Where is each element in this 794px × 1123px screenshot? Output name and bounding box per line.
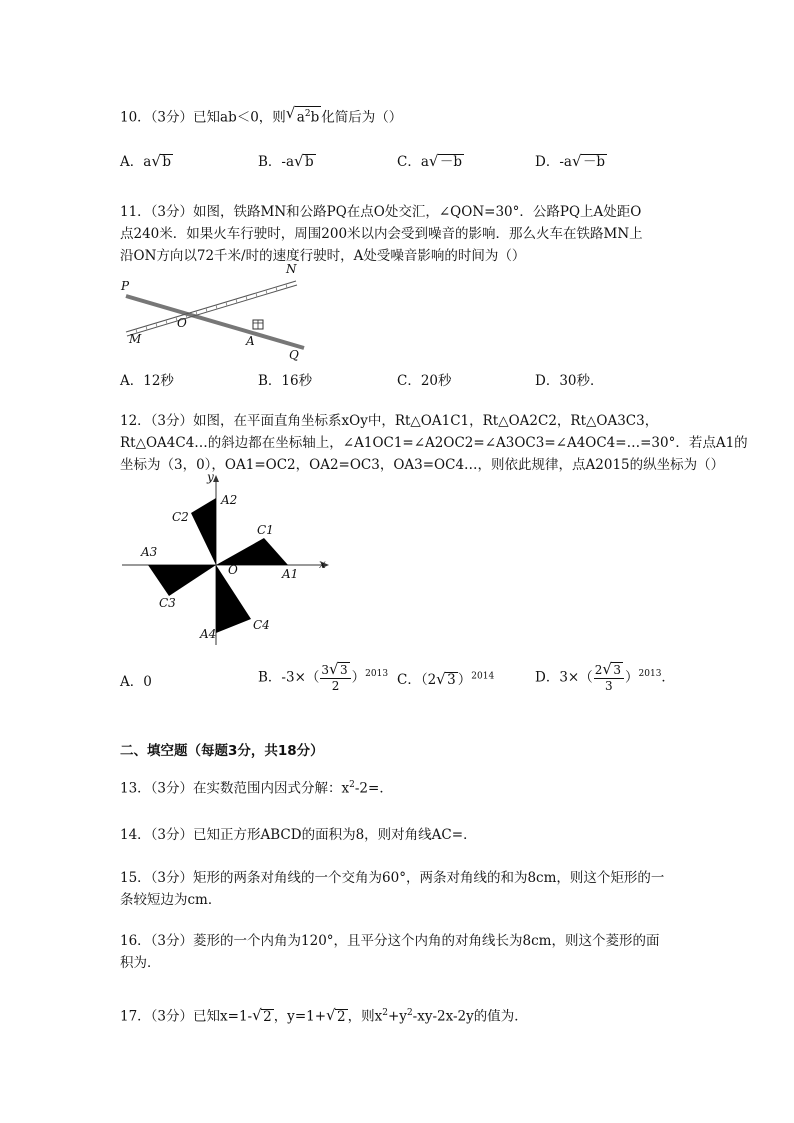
option-a[interactable]: A．0: [120, 674, 152, 690]
label-x: x: [319, 557, 326, 571]
label-a1: A1: [282, 567, 299, 581]
option-c[interactable]: C．（2 √ 3 ）$^{2014}$: [397, 670, 495, 688]
question-16-line1: 16．（3分）菱形的一个内角为120°，且平分这个内角的对角线长为8cm，则这个菱形的面: [120, 933, 660, 949]
label-a: A: [246, 334, 255, 348]
question-12-figure: [118, 470, 338, 650]
option-d[interactable]: D．30秒．: [535, 373, 604, 389]
label-a4: A4: [200, 627, 217, 641]
question-11-line3: 沿ON方向以72千米/时的速度行驶时，A处受噪音影响的时间为（）: [120, 248, 526, 264]
rail-mn-top: [126, 281, 296, 332]
question-14: 14．（3分）已知正方形ABCD的面积为8，则对角线AC=．: [120, 827, 477, 843]
label-c1: C1: [257, 523, 274, 537]
label-n: N: [286, 262, 297, 276]
triangle-oa3c3: [148, 565, 216, 596]
option-b[interactable]: B．16秒: [258, 373, 313, 389]
label-q: Q: [289, 348, 299, 362]
question-17: 17．（3分）已知x=1- √ 2 ，y=1+ √ 2 ，则$x^2+y^2-xy-2x-2y$的值为．: [120, 1005, 528, 1025]
option-d[interactable]: D．-a √ －b: [535, 152, 606, 170]
road-pq: [126, 296, 304, 348]
sqrt-expression: √ $a^2b$: [285, 104, 320, 126]
question-15-line1: 15．（3分）矩形的两条对角线的一个交角为60°，两条对角线的和为8cm，则这个矩形的一: [120, 870, 665, 886]
label-o: O: [177, 316, 187, 330]
option-c[interactable]: C．20秒: [397, 373, 452, 389]
question-11-figure: [112, 262, 312, 362]
option-b[interactable]: B．-a √ b: [258, 152, 314, 170]
option-a[interactable]: A．12秒: [120, 373, 174, 389]
label-c4: C4: [253, 618, 270, 632]
label-a2: A2: [221, 493, 238, 507]
question-15-line2: 条较短边为cm．: [120, 892, 222, 908]
label-a3: A3: [141, 545, 158, 559]
rail-ties: [136, 284, 287, 333]
question-10-stem: 10．（3分）已知ab＜0，则 √ $a^2b$ 化简后为（）: [120, 104, 403, 126]
label-o: O: [228, 563, 238, 577]
label-p: P: [121, 279, 130, 293]
option-a[interactable]: A．a √ b: [120, 152, 171, 170]
question-12-line2: Rt△OA4C4…的斜边都在坐标轴上，∠A1OC1=∠A2OC2=∠A3OC3=∠A4OC4=…=30°．若点A1的: [120, 435, 748, 451]
question-10-options: [120, 150, 680, 172]
question-11-line1: 11．（3分）如图，铁路MN和公路PQ在点O处交汇，∠QON=30°．公路PQ上A处距O: [120, 204, 642, 220]
label-c2: C2: [172, 510, 189, 524]
label-y: y: [207, 470, 214, 484]
label-m: M: [129, 332, 142, 346]
triangle-oa2c2: [191, 498, 216, 565]
triangle-oa1c1: [216, 538, 288, 565]
question-12-line1: 12．（3分）如图，在平面直角坐标系xOy中，Rt△OA1C1，Rt△OA2C2，Rt△OA3C3，: [120, 413, 659, 429]
rail-road-diagram: [112, 262, 312, 362]
rail-mn-bottom: [127, 285, 297, 336]
question-11-line2: 点240米．如果火车行驶时，周围200米以内会受到噪音的影响．那么火车在铁路MN上: [120, 226, 643, 242]
question-13: 13．（3分）在实数范围内因式分解：$x^2-2=$．: [120, 780, 393, 797]
option-b[interactable]: B．-3×（ 3 √ 3 2 ）$^{2013}$: [258, 660, 389, 693]
section-title: 二、填空题（每题3分，共18分）: [120, 743, 324, 759]
question-12-options: [120, 662, 680, 702]
question-12-line3: 坐标为（3，0），OA1=OC2，OA2=OC3，OA3=OC4…，则依此规律，点A2015的纵坐标为（）: [120, 457, 725, 473]
question-16-line2: 积为．: [120, 955, 161, 971]
question-11-options: [120, 369, 680, 391]
option-d[interactable]: D．3×（ 2 √ 3 3 ）$^{2013}$．: [535, 660, 675, 693]
label-c3: C3: [159, 596, 176, 610]
option-c[interactable]: C．a √ －b: [397, 152, 463, 170]
